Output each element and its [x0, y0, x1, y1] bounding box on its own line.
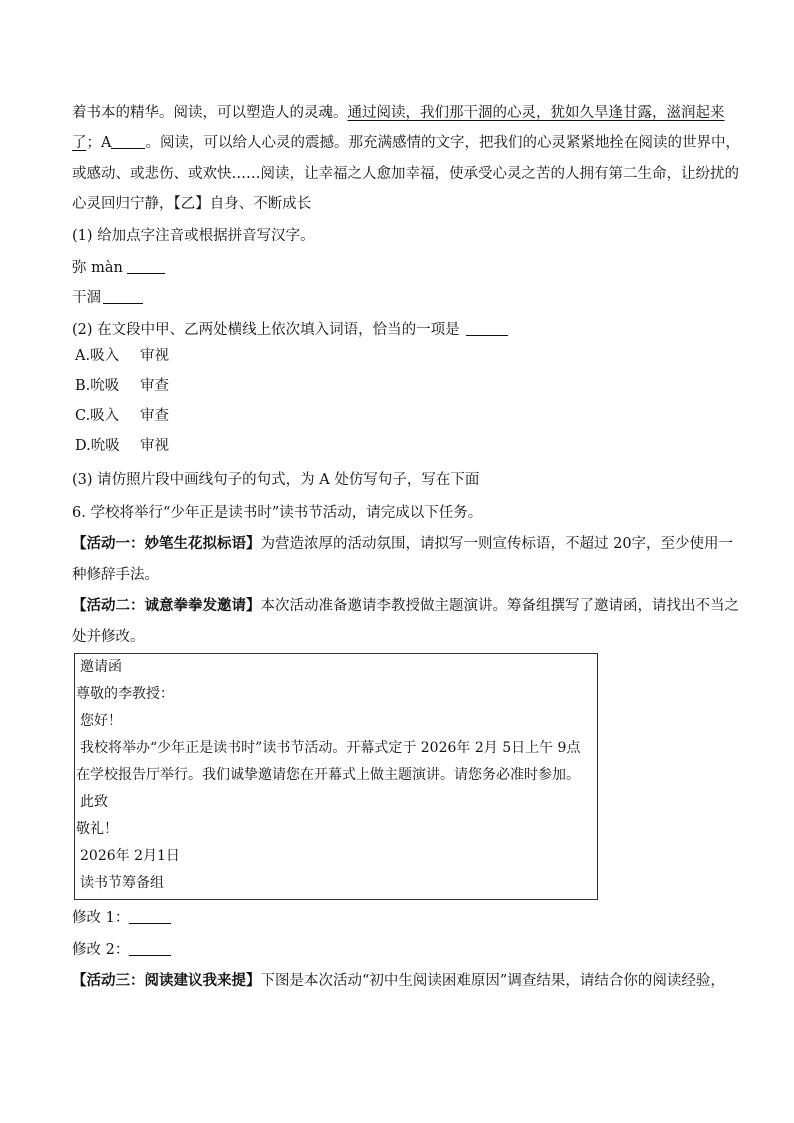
activity-3-text: 下图是本次活动“初中生阅读困难原因”调查结果，请结合你的阅读经验， [260, 973, 725, 989]
letter-date: 2026年 2月1日 [80, 848, 180, 864]
option-word: 审视 [140, 348, 169, 364]
option-b[interactable] [75, 376, 169, 396]
passage-line-4: 心灵回归宁静，【乙】自身、不断成长 [72, 196, 312, 212]
letter-body-1: 我校将举办“少年正是读书时”读书节活动。开幕式定于 2026年 2月 5日上午 9点 [80, 740, 581, 756]
underlined-sentence-end: 了 [72, 135, 87, 151]
word-item: 干涸 [72, 290, 101, 306]
option-word: 审查 [140, 378, 169, 394]
option-letter: D.吮吸 [75, 438, 120, 454]
fix-2 [72, 940, 171, 960]
activity-2-cont: 处并修改。 [72, 629, 145, 645]
option-word: 审查 [140, 408, 169, 424]
question-2-text: (2) 在文段中甲、乙两处横线上依次填入词语，恰当的一项是 [72, 322, 460, 338]
activity-1-text: 为营造浓厚的活动氛围，请拟写一则宣传标语，不超过 20字，至少使用一 [260, 536, 734, 552]
answer-blank-2[interactable] [103, 289, 143, 304]
passage-line-2 [72, 133, 740, 153]
answer-blank-q2[interactable] [466, 321, 508, 336]
letter-body-2: 在学校报告厅举行。我们诚挚邀请您在开幕式上做主题演讲。请您务必准时参加。 [76, 767, 580, 783]
passage-text: 着书本的精华。阅读，可以塑造人的灵魂。 [72, 105, 348, 121]
answer-blank-1[interactable] [127, 259, 165, 274]
fix-1 [72, 908, 171, 928]
question-3-prompt: (3) 请仿照片段中画线句子的句式，为 A 处仿写句子，写在下面 [72, 472, 480, 488]
underlined-sentence: 通过阅读，我们那干涸的心灵，犹如久旱逢甘露，滋润起来 [347, 105, 725, 121]
letter-greeting: 您好！ [80, 713, 122, 729]
activity-2-label: 【活动二：诚意拳拳发邀请】 [72, 597, 261, 614]
activity-2 [72, 596, 739, 616]
option-a[interactable] [75, 346, 169, 366]
activity-1-label: 【活动一：妙笔生花拟标语】 [72, 535, 261, 552]
letter-closing-2: 敬礼！ [76, 821, 118, 837]
option-letter: B.吮吸 [75, 378, 120, 394]
fix-1-label: 修改 1： [72, 910, 130, 926]
option-d[interactable] [75, 436, 169, 456]
blank-a[interactable] [111, 134, 145, 149]
option-c[interactable] [75, 406, 169, 426]
letter-sender: 读书节筹备组 [80, 875, 164, 891]
passage-line-1 [72, 103, 725, 123]
letter-salutation: 尊敬的李教授： [76, 686, 174, 702]
option-word: 审视 [140, 438, 169, 454]
pinyin-item: 弥 màn [72, 260, 123, 276]
passage-text: 。阅读，可以给人心灵的震撼。那充满感情的文字，把我们的心灵紧紧地拴在阅读的世界中， [145, 135, 740, 151]
invitation-letter-box [74, 653, 598, 900]
activity-1 [72, 534, 733, 554]
letter-closing-1: 此致 [80, 794, 108, 810]
activity-3-label: 【活动三：阅读建议我来提】 [72, 972, 261, 989]
blank-label-a: ；A [86, 135, 112, 151]
question-6-intro: 6. 学校将举行“少年正是读书时”读书节活动，请完成以下任务。 [72, 505, 483, 521]
option-letter: C.吸入 [75, 408, 120, 424]
question-2-prompt [72, 320, 508, 340]
option-letter: A.吸入 [75, 348, 120, 364]
question-1-prompt: (1) 给加点字注音或根据拼音写汉字。 [72, 228, 315, 244]
fix-1-blank[interactable] [129, 909, 171, 924]
passage-line-3: 或感动、或悲伤、或欢快……阅读，让幸福之人愈加幸福，使承受心灵之苦的人拥有第二生命，让纷扰的 [72, 166, 739, 182]
fix-2-label: 修改 2： [72, 942, 130, 958]
activity-1-cont: 种修辞手法。 [72, 567, 159, 583]
question-1-item-1 [72, 258, 165, 278]
activity-3 [72, 971, 725, 991]
activity-2-text: 本次活动准备邀请李教授做主题演讲。筹备组撰写了邀请函，请找出不当之 [260, 598, 739, 614]
fix-2-blank[interactable] [129, 941, 171, 956]
question-1-item-2 [72, 288, 143, 308]
letter-title: 邀请函 [80, 659, 122, 675]
